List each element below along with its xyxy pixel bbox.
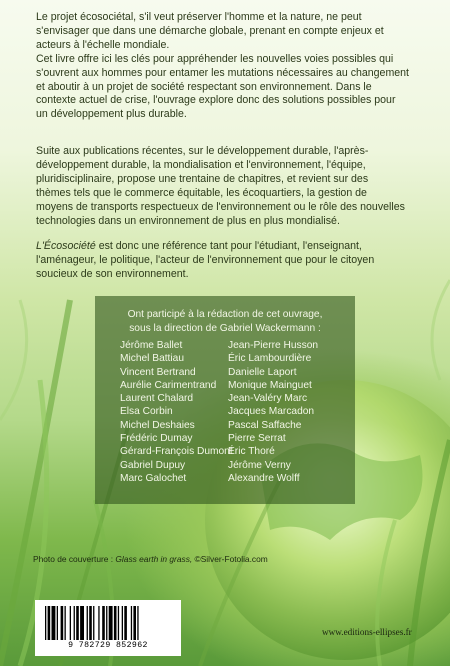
- text-line: technologies dans un environnement de plus en plus mondialisé.: [36, 214, 340, 227]
- credit-source: ©Silver-Fotolia.com: [192, 554, 268, 564]
- contributor-name: Jean-Valéry Marc: [228, 393, 308, 405]
- barcode-bar: [114, 606, 117, 640]
- text-line: s'ouvrent aux hommes pour entamer les mutations nécessaires au changement: [36, 66, 410, 79]
- contributor-name: Monique Mainguet: [228, 379, 312, 391]
- barcode-bar: [70, 606, 71, 640]
- barcode-bar: [45, 606, 46, 640]
- contributor-name: Elsa Corbin: [120, 406, 173, 418]
- photo-credit: [33, 554, 268, 564]
- barcode-bar: [122, 606, 123, 640]
- barcode-bar: [98, 606, 99, 640]
- contributor-name: Danielle Laport: [228, 366, 297, 378]
- contributor-name: Jérôme Ballet: [120, 340, 183, 351]
- contributor-name: Alexandre Wolff: [228, 472, 300, 484]
- barcode-number: 9 782729 852962: [68, 641, 148, 650]
- contributor-name: Vincent Bertrand: [120, 366, 196, 378]
- text-line: un développement plus durable.: [36, 108, 187, 121]
- contributors-column-right: [228, 339, 318, 485]
- text-line: thèmes tels que le commerce équitable, les écoquartiers, la gestion de: [36, 186, 367, 199]
- text-line: moyens de transports respectueux de l'environnement ou le rôle des nouvelles: [36, 200, 405, 213]
- barcode-bar: [102, 606, 105, 640]
- barcode-bar: [52, 606, 56, 640]
- heading-line: Ont participé à la rédaction de cet ouvrage,: [127, 309, 323, 320]
- audience-paragraph: [36, 240, 414, 282]
- text-line: Suite aux publications récentes, sur le développement durable, l'après-: [36, 145, 369, 157]
- contributor-name: Laurent Chalard: [120, 393, 194, 405]
- barcode-bars: [45, 606, 171, 640]
- barcode-bar: [57, 606, 58, 640]
- contributors-heading: [95, 308, 355, 336]
- barcode-bar: [87, 606, 88, 640]
- barcode-bar: [65, 606, 66, 640]
- publications-paragraph: [36, 145, 414, 228]
- barcode-bar: [80, 606, 84, 640]
- barcode-bar: [131, 606, 132, 640]
- text-line: acteurs à l'échelle mondiale.: [36, 38, 170, 51]
- text-line: Cet livre offre ici les clés pour appréhender les nouvelles voies possibles qui: [36, 52, 394, 65]
- text-line: soucieux de son environnement.: [36, 267, 189, 280]
- barcode-bar: [74, 606, 75, 640]
- text-line: s'envisager que dans une démarche globale, prenant en compte enjeux et: [36, 24, 384, 37]
- text-line: [36, 240, 414, 254]
- credit-label: Photo de couverture :: [33, 554, 116, 564]
- text-line: Le projet écosociétal, s'il veut préserver l'homme et la nature, ne peut: [36, 11, 362, 23]
- publisher-website: www.editions-ellipses.fr: [322, 627, 412, 637]
- barcode-bar: [89, 606, 92, 640]
- contributor-name: Pierre Serrat: [228, 433, 286, 445]
- barcode-bar: [109, 606, 113, 640]
- credit-title: Glass earth in grass,: [115, 554, 193, 564]
- text-line: contexte actuel de crise, l'ouvrage explore donc des solutions possibles pour: [36, 94, 396, 107]
- intro-paragraph: [36, 11, 414, 122]
- isbn-barcode: [35, 600, 181, 656]
- text-line: pluridisciplinaire, propose une trentaine de chapitres, et revient sur des: [36, 172, 369, 185]
- contributor-name: Michel Battiau: [120, 353, 184, 365]
- contributor-name: Pascal Saffache: [228, 419, 302, 431]
- barcode-bar: [137, 606, 138, 640]
- text-line: l'aménageur, le politique, l'acteur de l'environnement que pour le citoyen: [36, 253, 375, 266]
- book-title-italic: L'Écosociété: [36, 240, 96, 252]
- barcode-bar: [106, 606, 107, 640]
- contributor-name: Gérard-François Dumont: [120, 446, 233, 458]
- heading-line: sous la direction de Gabriel Wackermann :: [129, 323, 321, 334]
- contributors-panel: [95, 296, 355, 504]
- contributor-name: Marc Galochet: [120, 472, 187, 484]
- contributor-name: Gabriel Dupuy: [120, 459, 186, 471]
- text-fragment: est donc une référence tant pour l'étudiant, l'enseignant,: [95, 240, 362, 252]
- contributor-name: Jacques Marcadon: [228, 406, 315, 418]
- barcode-bar: [133, 606, 136, 640]
- contributor-name: Michel Deshaies: [120, 419, 195, 431]
- contributor-name: Éric Thoré: [228, 446, 275, 458]
- text-line: et aboutir à un projet de société respectant son environnement. Dans le: [36, 80, 372, 93]
- contributor-name: Jean-Pierre Husson: [228, 340, 319, 351]
- barcode-bar: [48, 606, 51, 640]
- barcode-bar: [61, 606, 64, 640]
- contributor-name: Aurélie Carimentrand: [120, 379, 217, 391]
- contributor-name: Éric Lambourdière: [228, 353, 312, 365]
- barcode-bar: [93, 606, 94, 640]
- contributor-name: Jérôme Verny: [228, 459, 291, 471]
- barcode-bar: [118, 606, 119, 640]
- barcode-bar: [76, 606, 79, 640]
- contributor-name: Frédéric Dumay: [120, 433, 193, 445]
- text-line: développement durable, la mondialisation et l'environnement, l'équipe,: [36, 158, 366, 171]
- contributors-column-left: [120, 339, 233, 485]
- barcode-bar: [124, 606, 127, 640]
